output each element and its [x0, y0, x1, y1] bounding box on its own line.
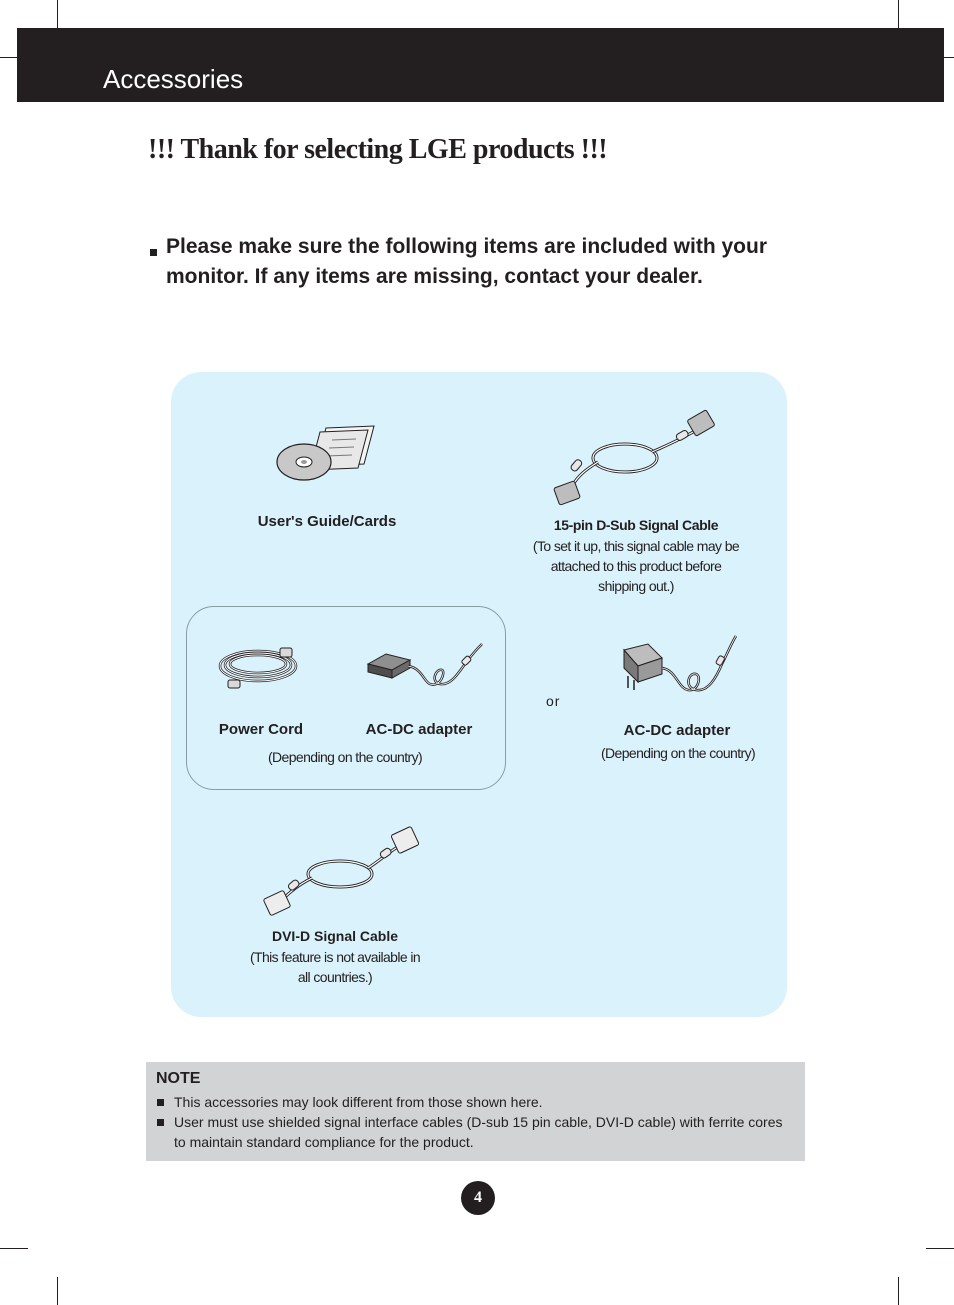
dvi-cable-icon — [262, 828, 422, 916]
dsub-note-line: shipping out.) — [598, 578, 674, 594]
dvi-note-line: all countries.) — [297, 969, 373, 985]
crop-mark — [944, 57, 954, 58]
cd-and-cards-icon — [276, 424, 378, 484]
adapter-b-note: (Depending on the country) — [600, 745, 756, 761]
crop-mark — [926, 1248, 954, 1249]
or-label: or — [546, 693, 561, 709]
power-cord-icon — [218, 642, 302, 692]
dvi-note — [230, 947, 440, 987]
note-item — [156, 1092, 796, 1112]
section-title: Accessories — [103, 64, 244, 94]
note-list — [156, 1092, 796, 1152]
intro-text: Please make sure the following items are included with your monitor. If any items are missing, contact your dealer. — [166, 235, 768, 288]
dsub-note-line: attached to this product before — [550, 558, 722, 574]
crop-mark — [0, 57, 17, 58]
adapter-b-icon — [618, 632, 744, 698]
dsub-note-line: (To set it up, this signal cable may be — [532, 538, 740, 554]
note-title: NOTE — [156, 1070, 201, 1087]
thanks-heading: !!! Thank for selecting LGE products !!! — [148, 134, 608, 165]
bullet-icon — [150, 249, 157, 256]
note-box — [146, 1062, 805, 1161]
adapter-a-label: AC-DC adapter — [365, 721, 473, 738]
adapter-a-icon — [364, 640, 488, 690]
bullet-icon — [157, 1119, 164, 1126]
crop-mark — [898, 0, 899, 28]
crop-mark — [0, 1248, 28, 1249]
note-item-text: User must use shielded signal interface cables (D-sub 15 pin cable, DVI-D cable) with ferrite cores to maintain standard compliance for the product. — [174, 1114, 783, 1150]
crop-mark — [57, 0, 58, 28]
note-item — [156, 1112, 796, 1152]
section-header-bar — [17, 28, 944, 102]
dsub-note — [520, 536, 752, 596]
dvi-note-line: (This feature is not available in — [249, 949, 421, 965]
dsub-label: 15-pin D-Sub Signal Cable — [553, 517, 719, 533]
bullet-icon — [157, 1099, 164, 1106]
dsub-cable-icon — [550, 410, 720, 508]
page-number: 4 — [461, 1181, 495, 1215]
guide-label: User's Guide/Cards — [257, 513, 397, 530]
group-note: (Depending on the country) — [267, 749, 423, 765]
crop-mark — [898, 1277, 899, 1305]
crop-mark — [57, 1277, 58, 1305]
dvi-label: DVI-D Signal Cable — [271, 928, 399, 944]
note-item-text: This accessories may look different from those shown here. — [174, 1094, 543, 1110]
power-cord-label: Power Cord — [218, 721, 304, 738]
adapter-b-label: AC-DC adapter — [623, 722, 731, 739]
